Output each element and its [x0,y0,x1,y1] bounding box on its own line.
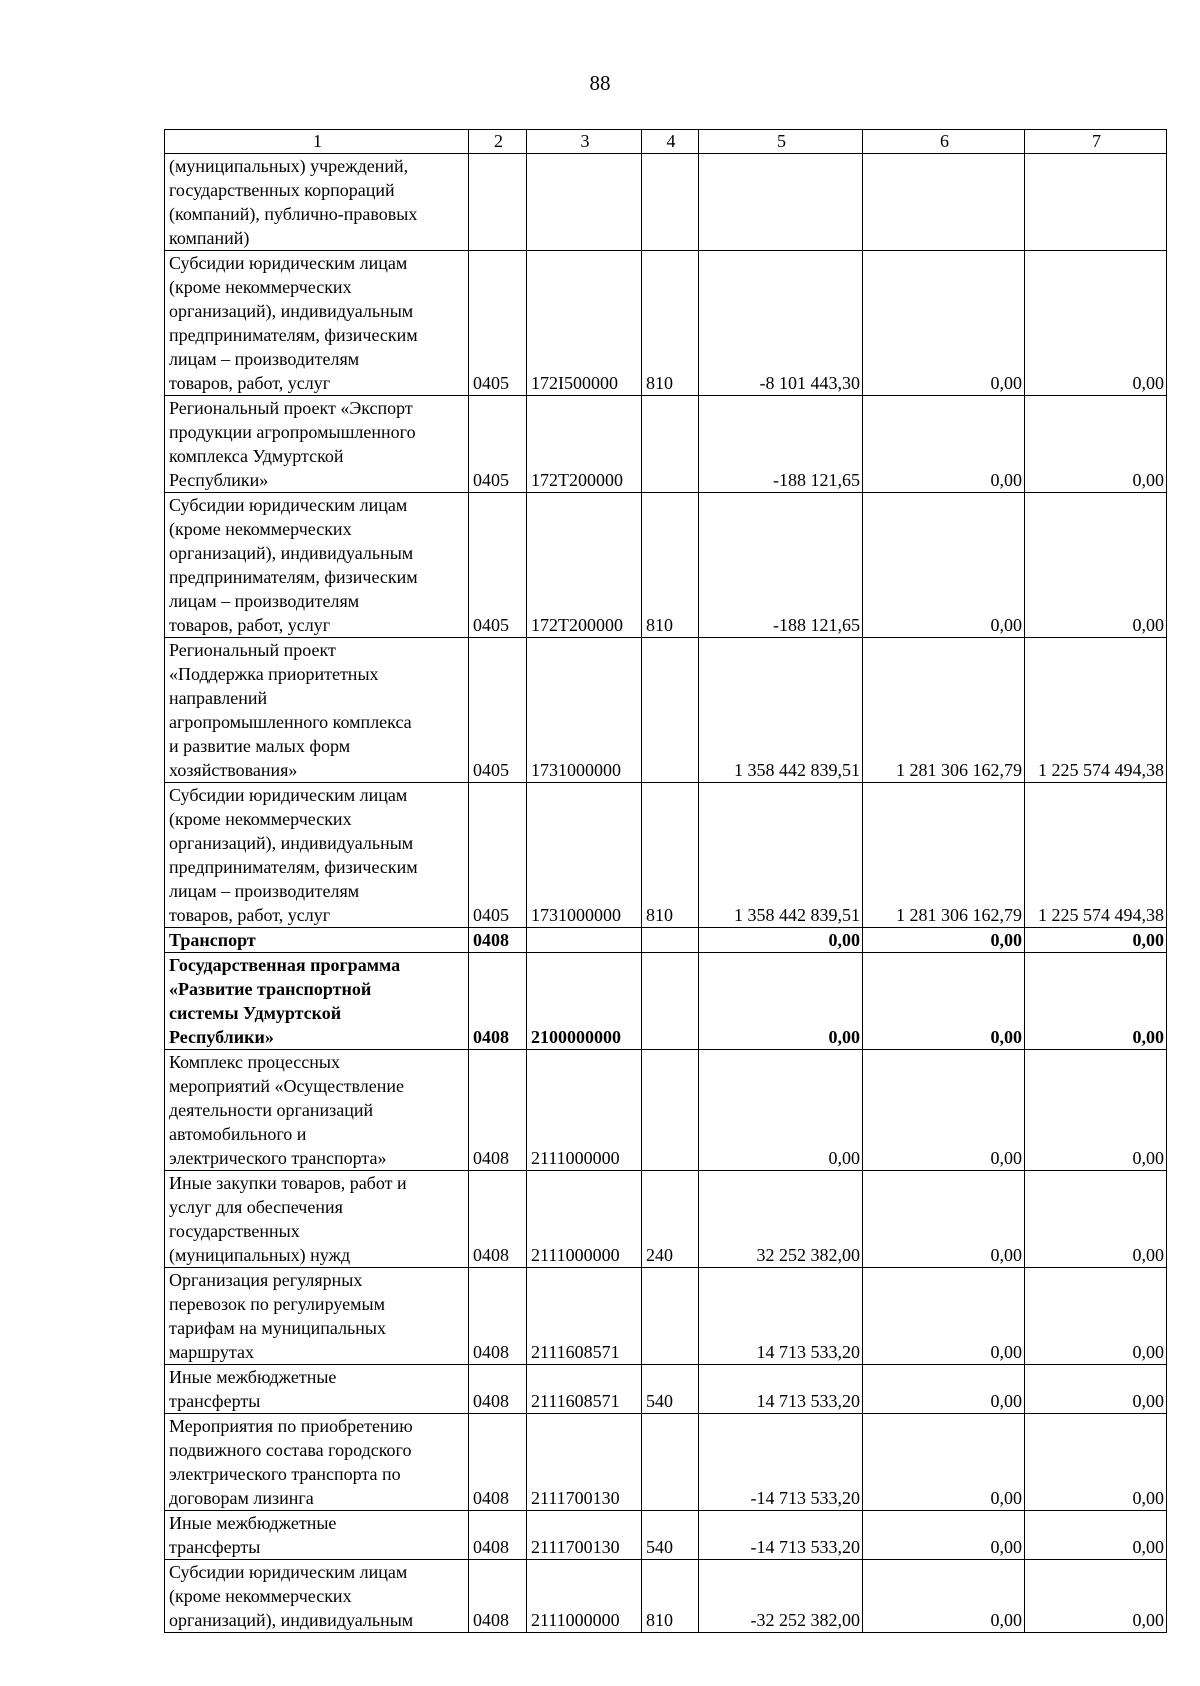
header-cell-5: 5 [699,130,863,154]
target-code-cell: 2111608571 [527,1365,642,1414]
table-row [165,953,1167,1050]
row-name-line: (кроме некоммерческих [169,1586,352,1606]
row-name-line: лицам – производителям [169,881,360,901]
amount-col5-cell: 14 713 533,20 [699,1365,863,1414]
table-row [165,1560,1167,1633]
row-name-line: (муниципальных) учреждений, [169,156,409,176]
row-name-line: Субсидии юридическим лицам [169,253,408,273]
expense-type-cell [642,396,699,493]
table-row [165,638,1167,783]
table-row [165,396,1167,493]
table-row [165,783,1167,928]
section-code-cell: 0408 [469,1050,527,1171]
row-name-cell [165,1511,469,1560]
section-code-cell: 0408 [469,1414,527,1511]
header-cell-6: 6 [863,130,1025,154]
table-row [165,251,1167,396]
table-row [165,928,1167,953]
budget-table [164,129,1167,1633]
amount-col6-cell: 0,00 [863,493,1025,638]
row-name-line: предпринимателям, физическим [169,567,418,587]
section-code-cell: 0408 [469,1268,527,1365]
row-name-line: Иные межбюджетные [169,1513,337,1533]
target-code-cell: 1731000000 [527,783,642,928]
header-cell-1: 1 [165,130,469,154]
row-name-line: Республики» [169,1027,274,1047]
expense-type-cell [642,953,699,1050]
amount-col5-cell: 32 252 382,00 [699,1171,863,1268]
target-code-cell [527,154,642,251]
amount-col7-cell: 0,00 [1025,251,1167,396]
header-cell-2: 2 [469,130,527,154]
target-code-cell: 2111700130 [527,1414,642,1511]
target-code-cell: 2111000000 [527,1050,642,1171]
row-name-line: Иные закупки товаров, работ и [169,1173,407,1193]
budget-table-body [165,130,1167,1633]
table-row [165,1171,1167,1268]
target-code-cell: 172I500000 [527,251,642,396]
section-code-cell: 0408 [469,953,527,1050]
table-row [165,1511,1167,1560]
row-name-line: автомобильного и [169,1124,307,1144]
row-name-cell [165,953,469,1050]
row-name-line: организаций), индивидуальным [169,543,414,563]
row-name-line: предпринимателям, физическим [169,857,418,877]
row-name-line: государственных [169,1221,300,1241]
amount-col6-cell: 0,00 [863,1511,1025,1560]
amount-col5-cell: -188 121,65 [699,493,863,638]
header-cell-4: 4 [642,130,699,154]
row-name-cell [165,1171,469,1268]
row-name-line: Региональный проект [169,640,336,660]
amount-col5-cell: -32 252 382,00 [699,1560,863,1633]
row-name-line: услуг для обеспечения [169,1197,343,1217]
amount-col5-cell: 0,00 [699,1050,863,1171]
amount-col6-cell [863,154,1025,251]
amount-col6-cell: 0,00 [863,1050,1025,1171]
section-code-cell: 0405 [469,251,527,396]
row-name-line: (кроме некоммерческих [169,519,352,539]
expense-type-cell: 540 [642,1511,699,1560]
section-code-cell: 0405 [469,493,527,638]
section-code-cell [469,154,527,251]
amount-col5-cell: 1 358 442 839,51 [699,638,863,783]
expense-type-cell [642,638,699,783]
section-code-cell: 0408 [469,1560,527,1633]
table-row [165,1050,1167,1171]
amount-col7-cell: 0,00 [1025,1268,1167,1365]
table-row [165,154,1167,251]
amount-col7-cell: 0,00 [1025,1560,1167,1633]
target-code-cell [527,928,642,953]
table-row [165,493,1167,638]
row-name-line: Организация регулярных [169,1270,363,1290]
amount-col7-cell: 0,00 [1025,1414,1167,1511]
amount-col7-cell: 0,00 [1025,1511,1167,1560]
row-name-cell [165,1414,469,1511]
section-code-cell: 0405 [469,638,527,783]
section-code-cell: 0408 [469,1511,527,1560]
row-name-line: Субсидии юридическим лицам [169,1562,408,1582]
row-name-line: (кроме некоммерческих [169,277,352,297]
row-name-line: (муниципальных) нужд [169,1245,351,1265]
row-name-line: предпринимателям, физическим [169,325,418,345]
page-number: 88 [589,71,611,95]
row-name-line: Региональный проект «Экспорт [169,398,413,418]
row-name-line: (кроме некоммерческих [169,809,352,829]
row-name-line: и развитие малых форм [169,736,351,756]
row-name-line: Мероприятия по приобретению [169,1416,413,1436]
amount-col5-cell: -188 121,65 [699,396,863,493]
amount-col7-cell: 0,00 [1025,1171,1167,1268]
row-name-cell [165,1050,469,1171]
target-code-cell: 1731000000 [527,638,642,783]
target-code-cell: 2111608571 [527,1268,642,1365]
amount-col6-cell: 0,00 [863,1560,1025,1633]
row-name-line: перевозок по регулируемым [169,1294,385,1314]
row-name-line: хозяйствования» [169,760,298,780]
row-name-line: компаний) [169,228,250,248]
amount-col7-cell: 1 225 574 494,38 [1025,783,1167,928]
row-name-line: Республики» [169,470,269,490]
amount-col5-cell: 0,00 [699,953,863,1050]
row-name-line: государственных корпораций [169,180,395,200]
row-name-cell [165,154,469,251]
row-name-cell [165,638,469,783]
section-code-cell: 0408 [469,1365,527,1414]
row-name-line: организаций), индивидуальным [169,833,414,853]
amount-col7-cell: 0,00 [1025,396,1167,493]
row-name-line: товаров, работ, услуг [169,905,331,925]
amount-col5-cell: -14 713 533,20 [699,1511,863,1560]
row-name-line: электрического транспорта» [169,1148,387,1168]
header-cell-3: 3 [527,130,642,154]
amount-col7-cell: 0,00 [1025,1050,1167,1171]
row-name-line: лицам – производителям [169,349,360,369]
amount-col7-cell: 0,00 [1025,953,1167,1050]
target-code-cell: 172T200000 [527,493,642,638]
row-name-cell [165,396,469,493]
row-name-line: Субсидии юридическим лицам [169,785,408,805]
amount-col6-cell: 0,00 [863,251,1025,396]
amount-col6-cell: 0,00 [863,396,1025,493]
expense-type-cell [642,154,699,251]
amount-col6-cell: 0,00 [863,1171,1025,1268]
amount-col7-cell: 0,00 [1025,493,1167,638]
row-name-line: электрического транспорта по [169,1464,401,1484]
target-code-cell: 172T200000 [527,396,642,493]
row-name-line: тарифам на муниципальных [169,1318,386,1338]
row-name-line: системы Удмуртской [169,1003,342,1023]
table-row [165,1414,1167,1511]
row-name-line: лицам – производителям [169,591,360,611]
row-name-line: трансферты [169,1391,261,1411]
row-name-line: товаров, работ, услуг [169,373,331,393]
table-row [165,1268,1167,1365]
amount-col5-cell [699,154,863,251]
row-name-cell [165,928,469,953]
row-name-line: Субсидии юридическим лицам [169,495,408,515]
row-name-cell [165,1365,469,1414]
row-name-line: Комплекс процессных [169,1052,340,1072]
row-name-line: комплекса Удмуртской [169,446,344,466]
header-row [165,130,1167,154]
amount-col5-cell: -8 101 443,30 [699,251,863,396]
amount-col5-cell: -14 713 533,20 [699,1414,863,1511]
amount-col5-cell: 0,00 [699,928,863,953]
row-name-line: договорам лизинга [169,1488,314,1508]
row-name-line: трансферты [169,1537,261,1557]
amount-col6-cell: 0,00 [863,1365,1025,1414]
expense-type-cell [642,1050,699,1171]
row-name-cell [165,251,469,396]
amount-col7-cell: 1 225 574 494,38 [1025,638,1167,783]
row-name-line: (компаний), публично-правовых [169,204,418,224]
amount-col6-cell: 0,00 [863,1414,1025,1511]
expense-type-cell [642,1268,699,1365]
amount-col7-cell [1025,154,1167,251]
row-name-line: «Развитие транспортной [169,979,372,999]
expense-type-cell: 540 [642,1365,699,1414]
row-name-line: подвижного состава городского [169,1440,412,1460]
row-name-line: агропромышленного комплекса [169,712,412,732]
amount-col5-cell: 14 713 533,20 [699,1268,863,1365]
expense-type-cell: 810 [642,1560,699,1633]
expense-type-cell [642,928,699,953]
row-name-line: Государственная программа [169,955,401,975]
row-name-line: Иные межбюджетные [169,1367,337,1387]
target-code-cell: 2111000000 [527,1171,642,1268]
table-row [165,1365,1167,1414]
row-name-cell [165,493,469,638]
amount-col6-cell: 0,00 [863,928,1025,953]
row-name-cell [165,783,469,928]
row-name-line: организаций), индивидуальным [169,1610,414,1630]
expense-type-cell: 240 [642,1171,699,1268]
row-name-line: маршрутах [169,1342,254,1362]
target-code-cell: 2100000000 [527,953,642,1050]
expense-type-cell: 810 [642,493,699,638]
amount-col6-cell: 0,00 [863,953,1025,1050]
section-code-cell: 0408 [469,928,527,953]
row-name-line: деятельности организаций [169,1100,374,1120]
expense-type-cell: 810 [642,783,699,928]
row-name-line: мероприятий «Осуществление [169,1076,404,1096]
amount-col7-cell: 0,00 [1025,928,1167,953]
target-code-cell: 2111700130 [527,1511,642,1560]
row-name-line: «Поддержка приоритетных [169,664,379,684]
amount-col6-cell: 0,00 [863,1268,1025,1365]
amount-col5-cell: 1 358 442 839,51 [699,783,863,928]
row-name-line: направлений [169,688,268,708]
target-code-cell: 2111000000 [527,1560,642,1633]
expense-type-cell: 810 [642,251,699,396]
amount-col6-cell: 1 281 306 162,79 [863,638,1025,783]
row-name-line: Транспорт [169,930,256,950]
expense-type-cell [642,1414,699,1511]
row-name-line: организаций), индивидуальным [169,301,414,321]
row-name-cell [165,1268,469,1365]
row-name-line: продукции агропромышленного [169,422,416,442]
row-name-cell [165,1560,469,1633]
row-name-line: товаров, работ, услуг [169,615,331,635]
amount-col7-cell: 0,00 [1025,1365,1167,1414]
amount-col6-cell: 1 281 306 162,79 [863,783,1025,928]
section-code-cell: 0408 [469,1171,527,1268]
section-code-cell: 0405 [469,783,527,928]
header-cell-7: 7 [1025,130,1167,154]
section-code-cell: 0405 [469,396,527,493]
